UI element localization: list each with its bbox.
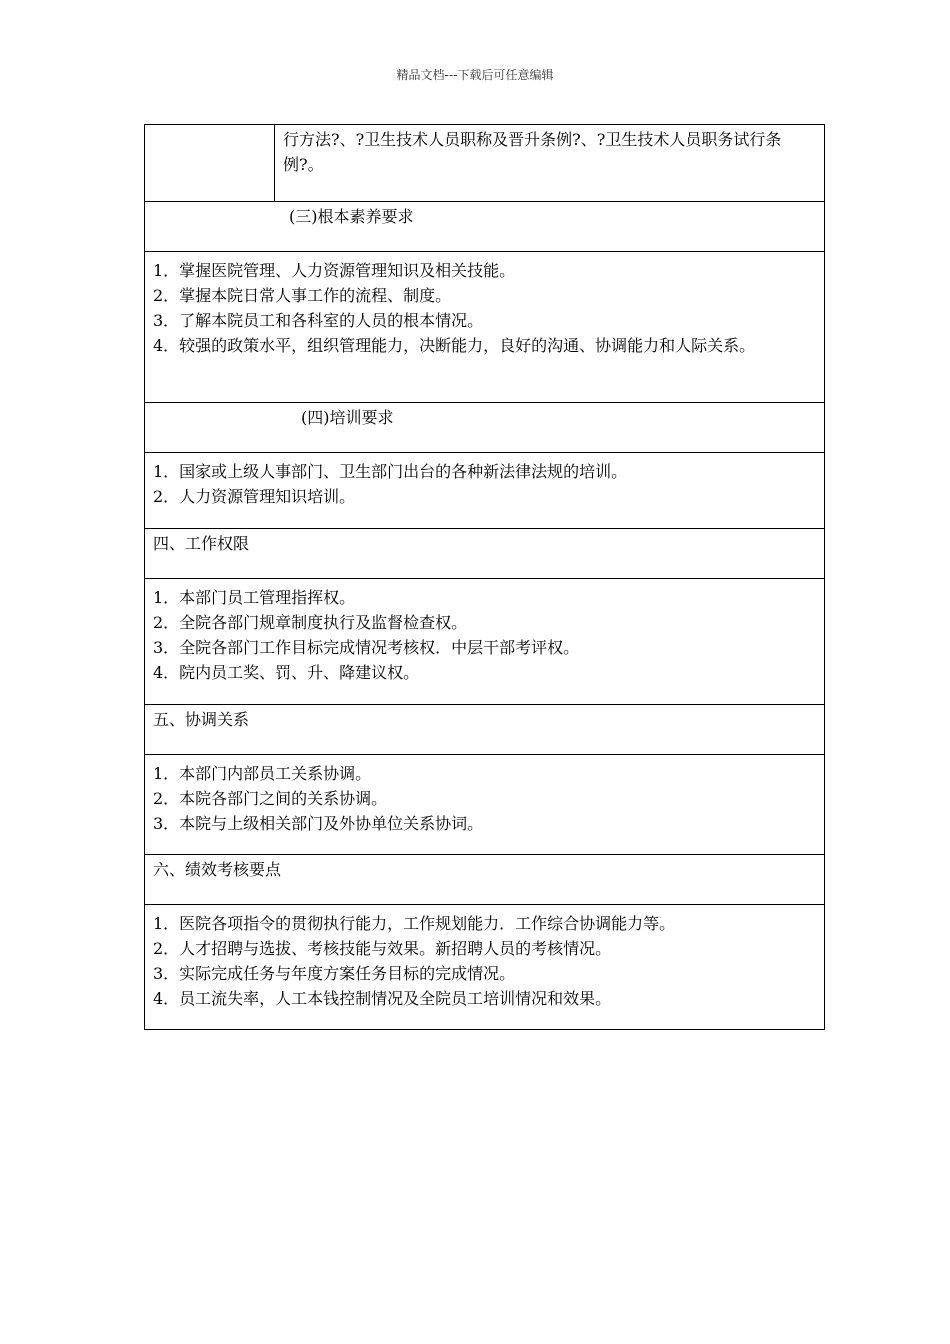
list-item: 3．实际完成任务与年度方案任务目标的完成情况。 [153,964,516,983]
empty-label-cell [145,125,275,201]
list-item: 1．本部门员工管理指挥权。 [153,588,356,607]
section-title: 四、工作权限 [153,534,250,553]
list-item: 2．全院各部门规章制度执行及监督检查权。 [153,613,468,632]
list-item: 2．掌握本院日常人事工作的流程、制度。 [153,286,452,305]
section-title: (四)培训要求 [301,408,394,427]
section-heading-coordination [145,704,824,754]
list-item: 2．人才招聘与选拔、考核技能与效果。新招聘人员的考核情况。 [153,939,612,958]
page-header: 精品文档---下载后可任意编辑 [396,68,554,82]
list-item: 4．员工流失率，人工本钱控制情况及全院员工培训情况和效果。 [153,989,612,1008]
table-row-continuation [145,125,824,201]
list-item: 4．院内员工奖、罚、升、降建议权。 [153,663,420,682]
section-heading-training [145,402,824,452]
list-item: 4．较强的政策水平，组织管理能力，决断能力，良好的沟通、协调能力和人际关系。 [153,336,756,355]
list-item: 2．人力资源管理知识培训。 [153,487,356,506]
section-heading-work-authority [145,528,824,578]
section-title: 六、绩效考核要点 [153,860,282,879]
list-item: 3．本院与上级相关部门及外协单位关系协词。 [153,814,484,833]
document-table [144,124,825,1030]
section-heading-performance [145,854,824,904]
list-item: 2．本院各部门之间的关系协调。 [153,789,388,808]
work-authority-list [145,578,824,704]
coordination-list [145,754,824,854]
basic-qualities-list [145,251,824,402]
list-item: 1．医院各项指令的贯彻执行能力，工作规划能力．工作综合协调能力等。 [153,914,676,933]
list-item: 3．全院各部门工作目标完成情况考核权．中层干部考评权。 [153,638,580,657]
section-heading-basic-qualities [145,201,824,251]
performance-list [145,904,824,1029]
continuation-text: 行方法?、?卫生技术人员职称及晋升条例?、?卫生技术人员职务试行条例?。 [283,130,782,174]
section-title: 五、协调关系 [153,710,250,729]
training-list [145,452,824,528]
section-title: (三)根本素养要求 [289,207,414,226]
list-item: 1．掌握医院管理、人力资源管理知识及相关技能。 [153,261,516,280]
list-item: 3．了解本院员工和各科室的人员的根本情况。 [153,311,484,330]
list-item: 1．国家或上级人事部门、卫生部门出台的各种新法律法规的培训。 [153,462,628,481]
list-item: 1．本部门内部员工关系协调。 [153,764,372,783]
